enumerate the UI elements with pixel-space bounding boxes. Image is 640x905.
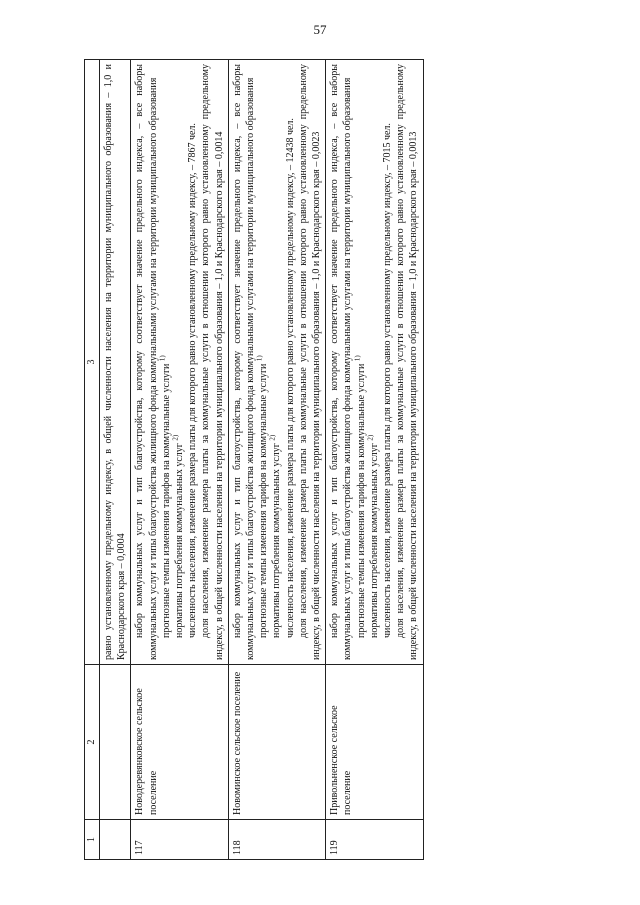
- table-row: [228, 60, 325, 860]
- table-row: [131, 60, 228, 860]
- consumption-norms-text: нормативы потребления коммунальных услуг $^{2)}$: [171, 434, 186, 638]
- continuation-row: [100, 60, 131, 860]
- services-set-text: набор коммунальных услуг и тип благоустройства, которому соответствует значение предельного индекса, – все наборы коммунальных услуг и типы благоустройства жилищного фонда коммунальными услугами на территории муниципального образования: [329, 64, 354, 660]
- tariff-forecast-text: прогнозные темпы изменения тарифов на коммунальные услуги $^{1)}$: [353, 355, 367, 638]
- page-number: 57: [313, 22, 327, 37]
- population-count-text: численность населения, изменение размера платы для которого равно установленному предельному индексу, – 7015 чел.: [382, 123, 394, 638]
- table-row: [326, 60, 423, 860]
- row-number: 118: [228, 820, 325, 860]
- settlement-name: Новоминское сельское поселение: [228, 665, 325, 820]
- population-share-text: доля населения, изменение размера платы за коммунальные услуги в отношении которого равно установленному предельному индексу, в общей численности населения на территории муниципального образования – 1,0 и Краснодарского края – 0,0013: [395, 64, 420, 660]
- continuation-text: равно установленному предельному индексу, в общей численности населения на территории муниципального образования – 1,0 и Краснодарского края – 0,0004: [103, 64, 128, 660]
- header-row: [85, 60, 100, 860]
- row-number: 117: [131, 820, 228, 860]
- consumption-norms-text: нормативы потребления коммунальных услуг $^{2)}$: [366, 434, 380, 638]
- tariff-forecast-text: прогнозные темпы изменения тарифов на коммунальные услуги $^{1)}$: [158, 355, 172, 638]
- row-details: [228, 60, 325, 665]
- population-count-text: численность населения, изменение размера платы для которого равно установленному предельному индексу, – 12438 чел.: [284, 118, 296, 638]
- services-set-text: набор коммунальных услуг и тип благоустройства, которому соответствует значение предельного индекса, – все наборы коммунальных услуг и типы благоустройства жилищного фонда коммунальными услугами на территории муниципального образования: [231, 64, 257, 660]
- header-col-1: 1: [85, 820, 100, 860]
- row-number: 119: [326, 820, 423, 860]
- population-share-text: доля населения, изменение размера платы за коммунальные услуги в отношении которого равно установленному предельному индексу, в общей численности населения на территории муниципального образования – 1,0 и Краснодарского края – 0,0023: [297, 64, 323, 660]
- services-set-text: набор коммунальных услуг и тип благоустройства, которому соответствует значение предельного индекса, – все наборы коммунальных услуг и типы благоустройства жилищного фонда коммунальными услугами на территории муниципального образования: [134, 64, 159, 660]
- header-col-2: 2: [85, 665, 100, 820]
- tariff-table: [84, 59, 424, 860]
- consumption-norms-text: нормативы потребления коммунальных услуг $^{2)}$: [269, 434, 283, 638]
- settlement-name: Привольненское сельское поселение: [326, 665, 423, 820]
- population-count-text: численность населения, изменение размера платы для которого равно установленному предельному индексу, – 7867 чел.: [187, 123, 199, 638]
- header-col-3: 3: [85, 60, 100, 665]
- population-share-text: доля населения, изменение размера платы за коммунальные услуги в отношении которого равно установленному предельному индексу, в общей численности населения на территории муниципального образования – 1,0 и Краснодарского края – 0,0014: [200, 64, 225, 660]
- settlement-name: Новодеревянковское сельское поселение: [131, 665, 228, 820]
- row-details: [131, 60, 228, 665]
- tariff-forecast-text: прогнозные темпы изменения тарифов на коммунальные услуги $^{1)}$: [255, 355, 270, 638]
- rotated-table-container: [84, 60, 529, 860]
- row-details: [326, 60, 423, 665]
